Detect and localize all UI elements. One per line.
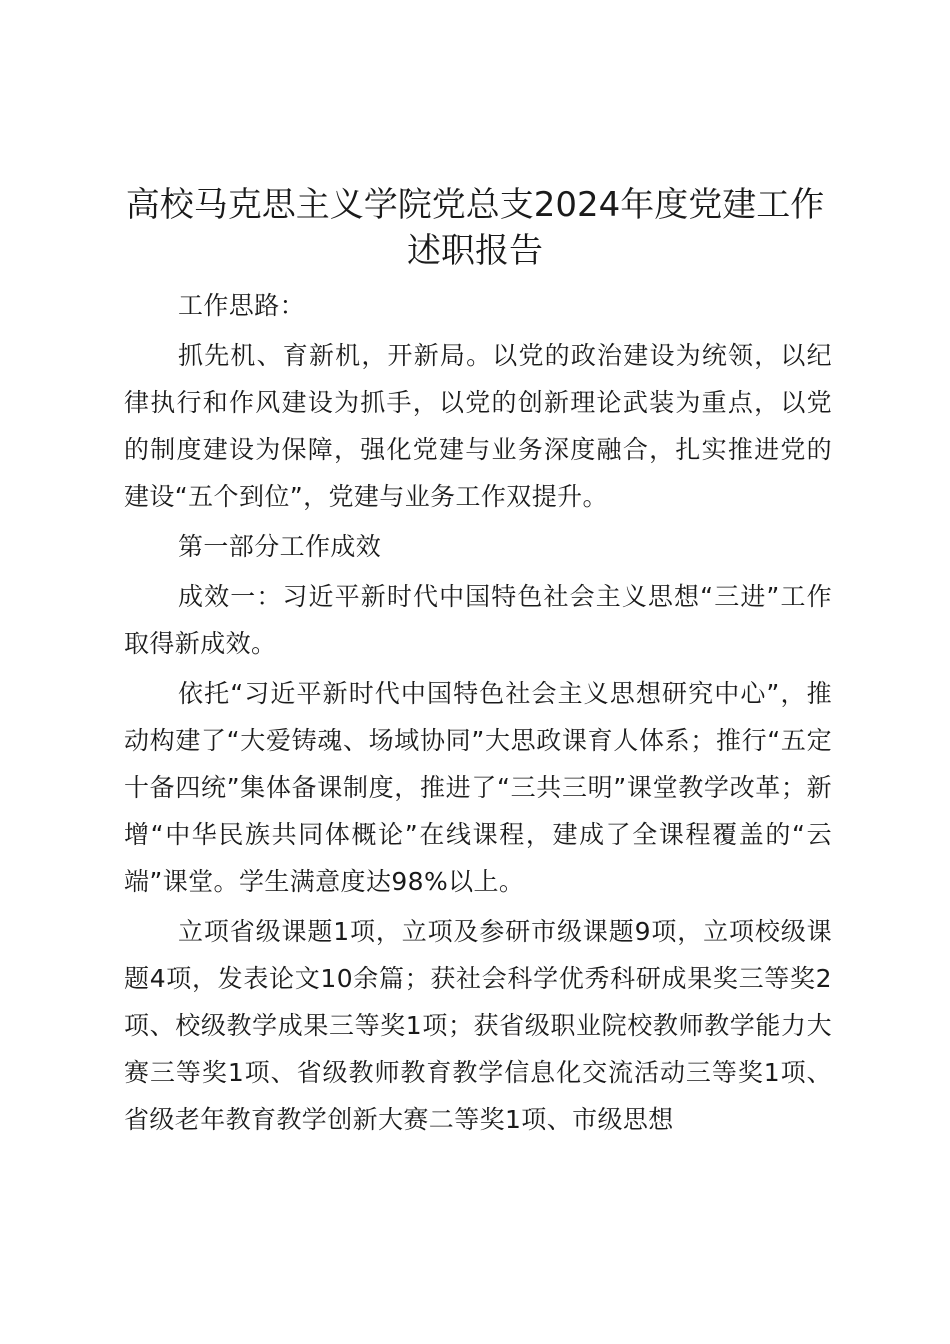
paragraph-work-idea: 抓先机、育新机，开新局。以党的政治建设为统领，以纪律执行和作风建设为抓手，以党的创新理论武装为重点，以党的制度建设为保障，强化党建与业务深度融合，扎实推进党的建设“五个到位”，党建与业务工作双提升。 xyxy=(124,341,832,511)
paragraph-achievement-one-heading: 成效一：习近平新时代中国特色社会主义思想“三进”工作取得新成效。 xyxy=(124,582,832,658)
paragraph-work-idea-heading: 工作思路： xyxy=(178,291,306,320)
document-body xyxy=(124,282,832,1146)
paragraph-part-one-heading: 第一部分工作成效 xyxy=(178,532,382,561)
document-title: 高校马克思主义学院党总支2024年度党建工作述职报告 xyxy=(125,185,825,271)
paragraph-research-projects: 立项省级课题1项，立项及参研市级课题9项，立项校级课题4项，发表论文10余篇；获社会科学优秀科研成果奖三等奖2项、校级教学成果三等奖1项；获省级职业院校教师教学能力大赛三等奖1项、省级教师教育教学信息化交流活动三等奖1项、省级老年教育教学创新大赛二等奖1项、市级思想 xyxy=(124,917,832,1134)
paragraph-research-center: 依托“习近平新时代中国特色社会主义思想研究中心”，推动构建了“大爱铸魂、场域协同”大思政课育人体系；推行“五定十备四统”集体备课制度，推进了“三共三明”课堂教学改革；新增“中华民族共同体概论”在线课程，建成了全课程覆盖的“云端”课堂。学生满意度达98%以上。 xyxy=(124,679,832,896)
